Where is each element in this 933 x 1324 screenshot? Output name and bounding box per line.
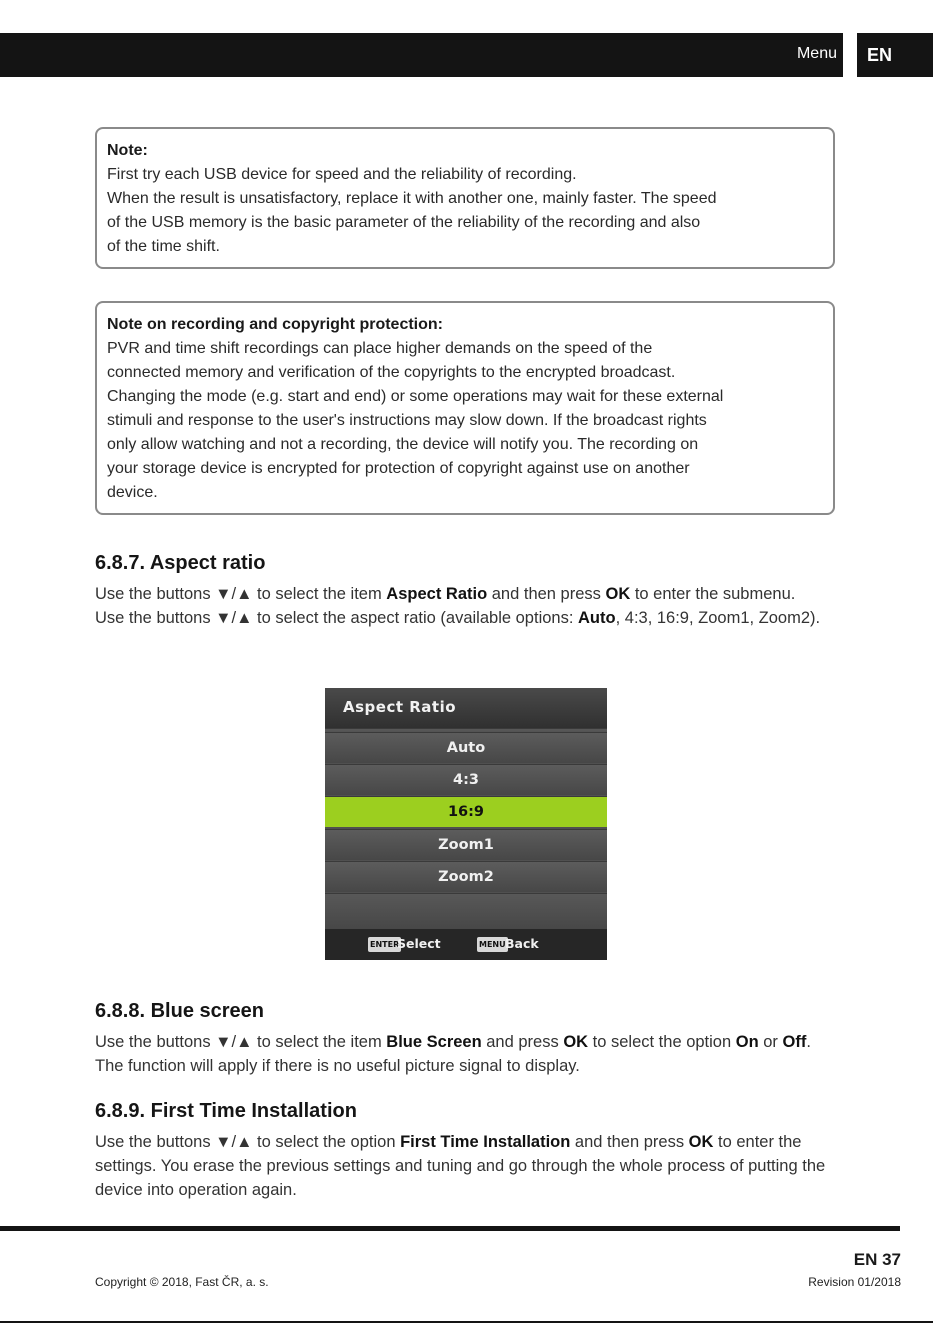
revision-text: Revision 01/2018 [808,1275,901,1289]
note-line: of the USB memory is the basic parameter of the reliability of the recording and also [107,214,701,231]
note-line: device. [107,484,158,501]
enter-key-icon: ENTER [368,937,401,952]
copyright-text: Copyright © 2018, Fast ČR, a. s. [95,1275,269,1289]
note-box [95,127,835,269]
blue-screen-section [95,998,835,1078]
aspect-ratio-osd [325,688,607,960]
section-label: Menu [796,45,837,62]
paragraph: Use the buttons ▼/▲ to select the item Aspect Ratio and then press OK to enter the submenu. [95,585,796,603]
menu-key-icon: MENU [477,937,508,952]
language-badge [857,33,933,77]
osd-option-auto[interactable]: Auto [325,732,607,763]
note-line: stimuli and response to the user's instructions may slow down. If the broadcast rights [107,412,707,429]
note-line: connected memory and verification of the copyrights to the encrypted broadcast. [107,364,676,381]
osd-option-16-9[interactable]: 16:9 [325,796,607,827]
back-hint: Back [505,936,539,951]
page-number: EN 37 [853,1250,901,1269]
note-line: only allow watching and not a recording, the device will notify you. The recording on [107,436,699,453]
osd-title: Aspect Ratio [343,698,457,716]
note-line: When the result is unsatisfactory, replace it with another one, mainly faster. The speed [107,190,717,207]
note-line: First try each USB device for speed and the reliability of recording. [107,166,577,183]
osd-option-zoom2[interactable]: Zoom2 [325,861,607,892]
section-heading: 6.8.8. Blue screen [95,1000,264,1022]
section-heading: 6.8.9. First Time Installation [95,1100,357,1122]
section-heading: 6.8.7. Aspect ratio [95,552,266,574]
note-line: your storage device is encrypted for protection of copyright against use on another [107,460,690,477]
note-line: of the time shift. [107,238,220,255]
bottom-line [0,1321,933,1323]
language-label: EN [867,45,893,65]
osd-option-4-3[interactable]: 4:3 [325,764,607,795]
select-hint: Select [397,936,441,951]
copyright-note-box [95,301,835,515]
aspect-ratio-section [95,550,835,630]
note-line: Changing the mode (e.g. start and end) or some operations may wait for these external [107,388,724,405]
osd-empty-row [325,893,607,929]
note-line: PVR and time shift recordings can place higher demands on the speed of the [107,340,653,357]
paragraph: Use the buttons ▼/▲ to select the aspect ratio (available options: Auto, 4:3, 16:9, Zoom1, Zoom2). [95,609,821,627]
first-time-installation-section [95,1098,835,1202]
paragraph: Use the buttons ▼/▲ to select the option First Time Installation and then press OK to enter the settings. You erase the previous settings and tuning and go through the whole process of putting the device into operation again. [95,1133,826,1199]
paragraph: Use the buttons ▼/▲ to select the item Blue Screen and press OK to select the option On or Off. The function will apply if there is no useful picture signal to display. [95,1033,811,1075]
osd-header [325,688,607,728]
osd-option-zoom1[interactable]: Zoom1 [325,829,607,860]
footer-rule [0,1226,900,1231]
header-bar [0,33,843,77]
note-title: Note: [107,142,148,159]
osd-footer [325,929,607,960]
note-title: Note on recording and copyright protection: [107,316,443,333]
